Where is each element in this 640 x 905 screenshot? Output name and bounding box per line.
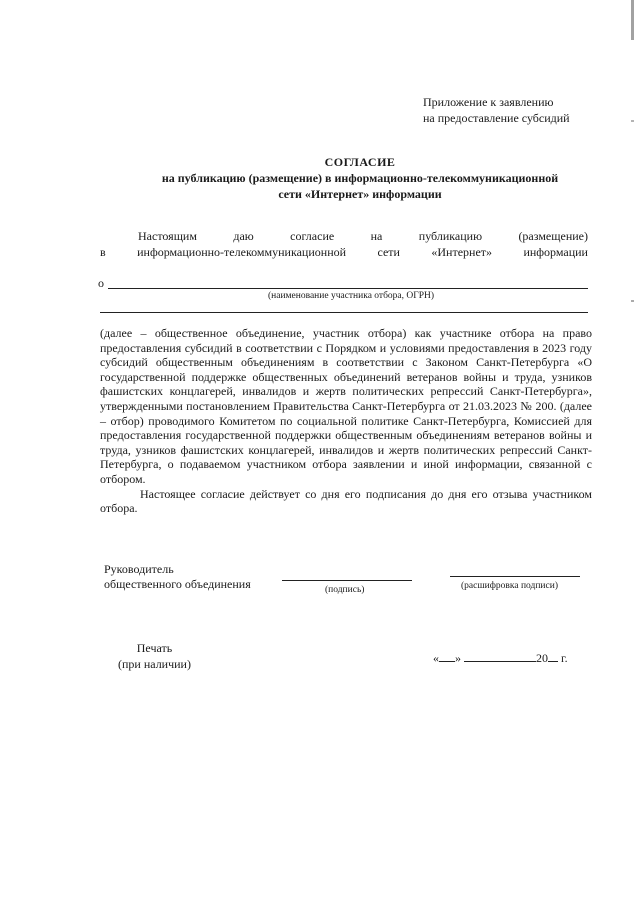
appendix-note xyxy=(423,94,570,126)
intro-word: даю xyxy=(233,229,254,243)
intro-word: публикацию xyxy=(418,229,483,243)
date-field xyxy=(433,650,568,666)
stamp-label-line-2: (при наличии) xyxy=(118,657,191,671)
date-month-field[interactable] xyxy=(464,651,536,662)
consent-paragraph-2: Настоящее согласие действует со дня его подписания до дня его отзыва участником отбора. xyxy=(100,486,592,516)
intro-word: (размещение) xyxy=(518,229,588,243)
consent-paragraph-1: (далее – общественное объединение, участник отбора) как участнике отбора на право предоставления субсидий в соответствии с Порядком и условиями предоставления в 2023 году субсидий общественным объединениям в соответствии с Законом Санкт-Петербурга «О государственной поддержке общественных объединений ветеранов войны и труда, узников фашистских концлагерей, инвалидов и жертв политических репрессий Санкт-Петербурга», утвержденными постановлением Правительства Санкт-Петербурга от 21.03.2023 № 200. (далее – отбор) проводимого Комитетом по социальной политике Санкт-Петербурга, Комиссией для предоставления государственной поддержки общественным объединениям ветеранов войны и труда, узников фашистских концлагерей, инвалидов и жертв политических репрессий Санкт-Петербурга, о подаваемом участником отбора заявлении и иной информации, связанной с отбором. xyxy=(100,326,592,486)
participant-prefix: о xyxy=(98,276,104,290)
title-line-2: на публикацию (размещение) в информационно-телекоммуникационной xyxy=(161,171,559,185)
intro-word: «Интернет» xyxy=(431,245,493,259)
signature-decode-field[interactable] xyxy=(450,576,580,577)
date-year-field[interactable] xyxy=(548,651,558,662)
date-year-suffix: г. xyxy=(561,651,568,665)
stamp-label-line-1: Печать xyxy=(136,641,173,655)
title-line-3: сети «Интернет» информации xyxy=(278,187,442,201)
signature-decode-caption: (расшифровка подписи) xyxy=(461,581,558,591)
document-title xyxy=(100,154,620,202)
stamp-label xyxy=(118,640,191,672)
participant-name-field[interactable] xyxy=(108,288,588,289)
title-line-1: СОГЛАСИЕ xyxy=(324,155,396,169)
scan-edge-artifact xyxy=(631,0,634,905)
intro-word: в xyxy=(100,245,106,259)
date-year-prefix: 20 xyxy=(536,651,548,665)
participant-name-field-2[interactable] xyxy=(100,312,588,313)
date-close-quote: » xyxy=(455,651,461,665)
signer-role xyxy=(104,562,251,592)
intro-word: информации xyxy=(523,245,588,259)
date-open-quote: « xyxy=(433,651,439,665)
intro-word: на xyxy=(370,229,383,243)
intro-word: Настоящим xyxy=(138,229,197,243)
intro-row-2 xyxy=(100,244,588,260)
intro-word: согласие xyxy=(290,229,335,243)
participant-caption: (наименование участника отбора, ОГРН) xyxy=(268,291,435,301)
intro-word: сети xyxy=(377,245,400,259)
intro-row-1 xyxy=(138,228,588,244)
signer-role-line-2: общественного объединения xyxy=(104,577,251,591)
consent-body xyxy=(100,326,592,516)
signature-field[interactable] xyxy=(282,580,412,581)
appendix-line-2: на предоставление субсидий xyxy=(423,111,570,125)
intro-word: информационно-телекоммуникационной xyxy=(137,245,347,259)
appendix-line-1: Приложение к заявлению xyxy=(423,95,554,109)
signature-caption: (подпись) xyxy=(325,585,365,595)
date-day-field[interactable] xyxy=(439,651,455,662)
signer-role-line-1: Руководитель xyxy=(104,562,174,576)
